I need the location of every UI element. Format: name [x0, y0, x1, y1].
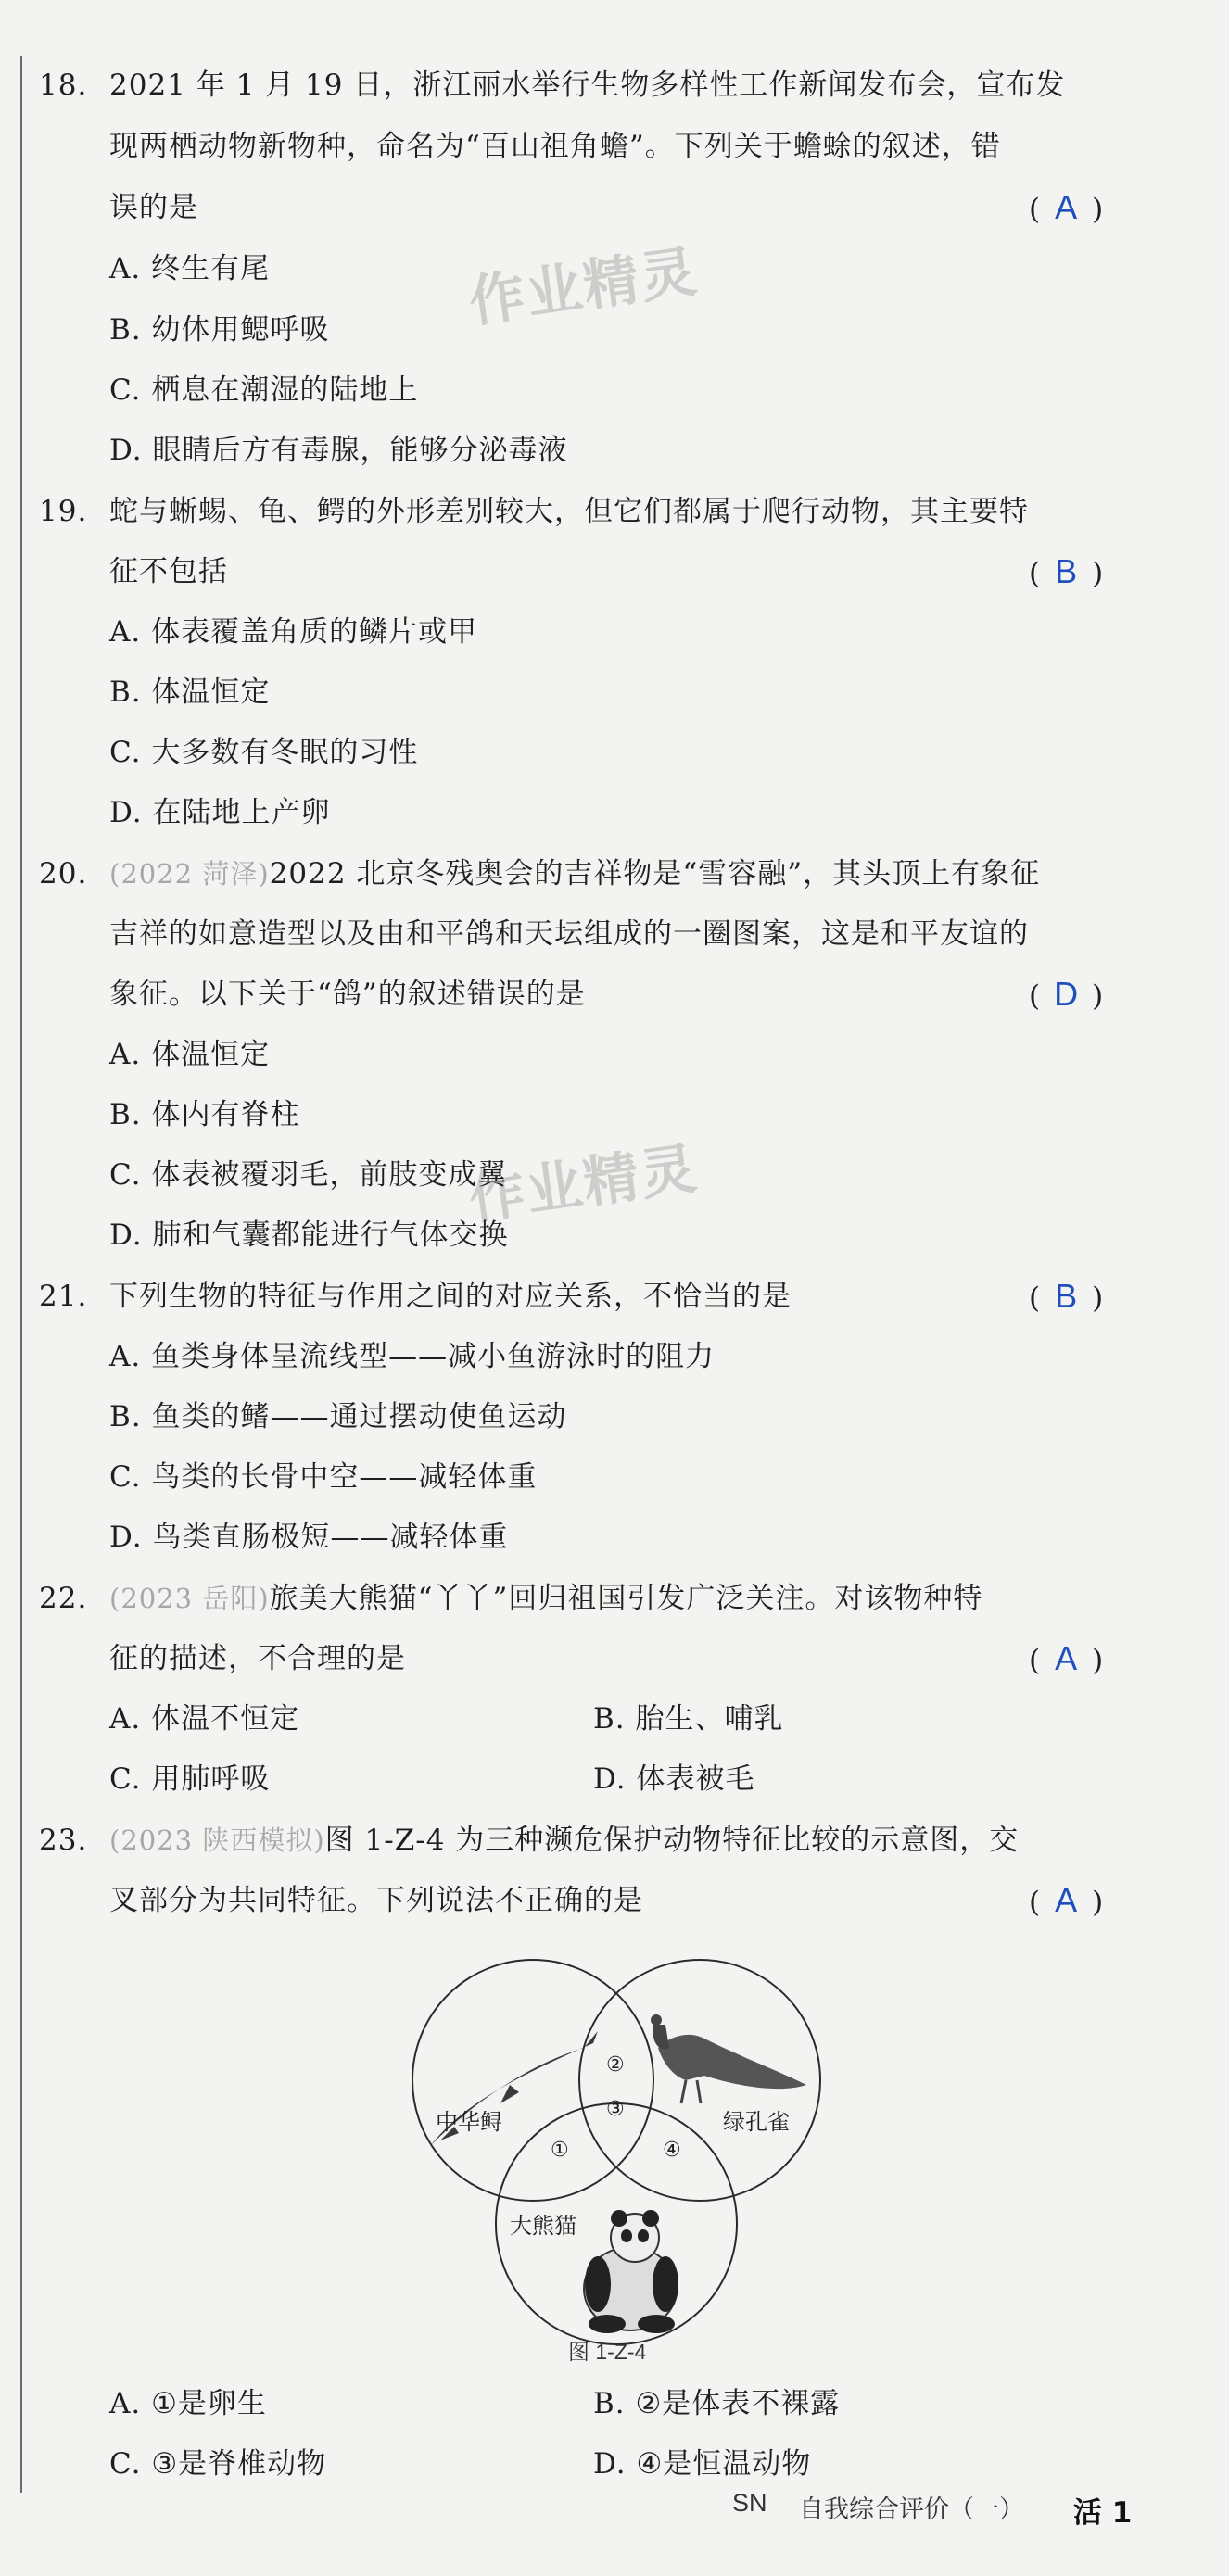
question-text: 吉祥的如意造型以及由和平鸽和天坛组成的一圈图案，这是和平友谊的 — [109, 917, 1029, 951]
question-source: (2023 陕西模拟) — [109, 1825, 325, 1856]
option: B. 鱼类的鳍——通过摆动使鱼运动 — [109, 1400, 567, 1433]
region-3: ③ — [606, 2098, 625, 2121]
question-text: 现两栖动物新物种，命名为“百山祖角蟾”。下列关于蟾蜍的叙述，错 — [109, 130, 1001, 163]
option: A. 体表覆盖角质的鳞片或甲 — [109, 615, 478, 649]
question-number: 22. — [39, 1582, 88, 1615]
footer-section-title: 自我综合评价（一） — [799, 2495, 1024, 2524]
option: C. 鸟类的长骨中空——减轻体重 — [109, 1460, 538, 1494]
label-panda: 大熊猫 — [510, 2213, 576, 2239]
answer-slot: ( A ) — [1029, 1639, 1104, 1677]
option: D. 肺和气囊都能进行气体交换 — [109, 1219, 509, 1252]
page-number: 活 1 — [1073, 2496, 1133, 2530]
option: A. 体温不恒定 — [109, 1702, 300, 1736]
answer-letter: D — [1054, 975, 1079, 1013]
region-4: ④ — [663, 2139, 681, 2162]
question-number: 23. — [39, 1824, 88, 1857]
answer-letter: A — [1055, 1881, 1078, 1919]
question-text: 叉部分为共同特征。下列说法不正确的是 — [109, 1884, 643, 1917]
label-sturgeon: 中华鲟 — [436, 2109, 502, 2135]
option: C. 体表被覆羽毛，前肢变成翼 — [109, 1158, 508, 1192]
question-text-content: 2022 北京冬残奥会的吉祥物是“雪容融”，其头顶上有象征 — [269, 857, 1041, 890]
option: B. 体温恒定 — [109, 676, 271, 709]
question-text — [109, 1822, 1019, 1859]
option: B. 幼体用鳃呼吸 — [109, 313, 330, 347]
question-text: 征的描述，不合理的是 — [109, 1642, 406, 1675]
question-text: 误的是 — [109, 191, 198, 224]
question-number: 20. — [39, 857, 88, 890]
peacock-illustration — [651, 2014, 806, 2103]
answer-letter: B — [1055, 552, 1078, 590]
panda-illustration — [584, 2210, 678, 2333]
answer-letter: A — [1055, 188, 1078, 226]
option: D. ④是恒温动物 — [593, 2447, 812, 2481]
option: B. 胎生、哺乳 — [593, 1702, 784, 1736]
figure-caption: 图 1-Z-4 — [568, 2340, 647, 2364]
question-source: (2022 菏泽) — [109, 858, 270, 890]
question-text: 象征。以下关于“鸽”的叙述错误的是 — [109, 978, 586, 1011]
region-2: ② — [606, 2053, 625, 2077]
option: A. 鱼类身体呈流线型——减小鱼游泳时的阻力 — [109, 1340, 716, 1373]
label-peacock: 绿孔雀 — [723, 2109, 790, 2135]
option: C. 用肺呼吸 — [109, 1762, 271, 1796]
option: D. 体表被毛 — [593, 1762, 755, 1796]
watermark: 作业精灵 — [465, 239, 703, 335]
question-text: 蛇与蜥蜴、龟、鳄的外形差别较大，但它们都属于爬行动物，其主要特 — [109, 495, 1029, 528]
question-text — [109, 855, 1040, 892]
question-number: 19. — [39, 495, 88, 528]
option: B. ②是体表不裸露 — [593, 2387, 841, 2420]
watermark: 作业精灵 — [465, 1136, 703, 1232]
answer-slot: ( A ) — [1029, 188, 1104, 226]
question-text-content: 旅美大熊猫“丫丫”回归祖国引发广泛关注。对该物种特 — [269, 1582, 983, 1615]
option: D. 眼睛后方有毒腺，能够分泌毒液 — [109, 434, 568, 467]
question-text-content: 图 1-Z-4 为三种濒危保护动物特征比较的示意图，交 — [324, 1824, 1020, 1857]
question-text: 2021 年 1 月 19 日，浙江丽水举行生物多样性工作新闻发布会，宣布发 — [109, 69, 1066, 102]
question-source: (2023 岳阳) — [109, 1583, 270, 1614]
answer-slot: ( D ) — [1029, 975, 1104, 1013]
option: C. 栖息在潮湿的陆地上 — [109, 373, 419, 407]
option: A. 终生有尾 — [109, 252, 271, 285]
venn-circle-sturgeon — [412, 1960, 653, 2201]
region-1: ① — [551, 2139, 569, 2162]
question-text: 下列生物的特征与作用之间的对应关系，不恰当的是 — [109, 1280, 792, 1313]
option: A. ①是卵生 — [109, 2387, 267, 2420]
answer-slot: ( B ) — [1029, 552, 1104, 590]
option: D. 鸟类直肠极短——减轻体重 — [109, 1521, 509, 1554]
answer-slot: ( A ) — [1029, 1881, 1104, 1919]
option: C. ③是脊椎动物 — [109, 2447, 327, 2481]
option: A. 体温恒定 — [109, 1038, 271, 1071]
question-number: 21. — [39, 1280, 88, 1313]
option: D. 在陆地上产卵 — [109, 796, 331, 829]
answer-letter: B — [1055, 1277, 1078, 1315]
question-number: 18. — [39, 69, 88, 102]
question-text: 征不包括 — [109, 555, 228, 588]
answer-slot: ( B ) — [1029, 1277, 1104, 1315]
question-text — [109, 1580, 982, 1617]
venn-diagram — [408, 1955, 825, 2354]
option: B. 体内有脊柱 — [109, 1098, 300, 1131]
option: C. 大多数有冬眠的习性 — [109, 736, 419, 769]
footer-series: SN — [732, 2489, 767, 2517]
answer-letter: A — [1055, 1639, 1078, 1677]
left-margin-rule — [20, 56, 22, 2493]
